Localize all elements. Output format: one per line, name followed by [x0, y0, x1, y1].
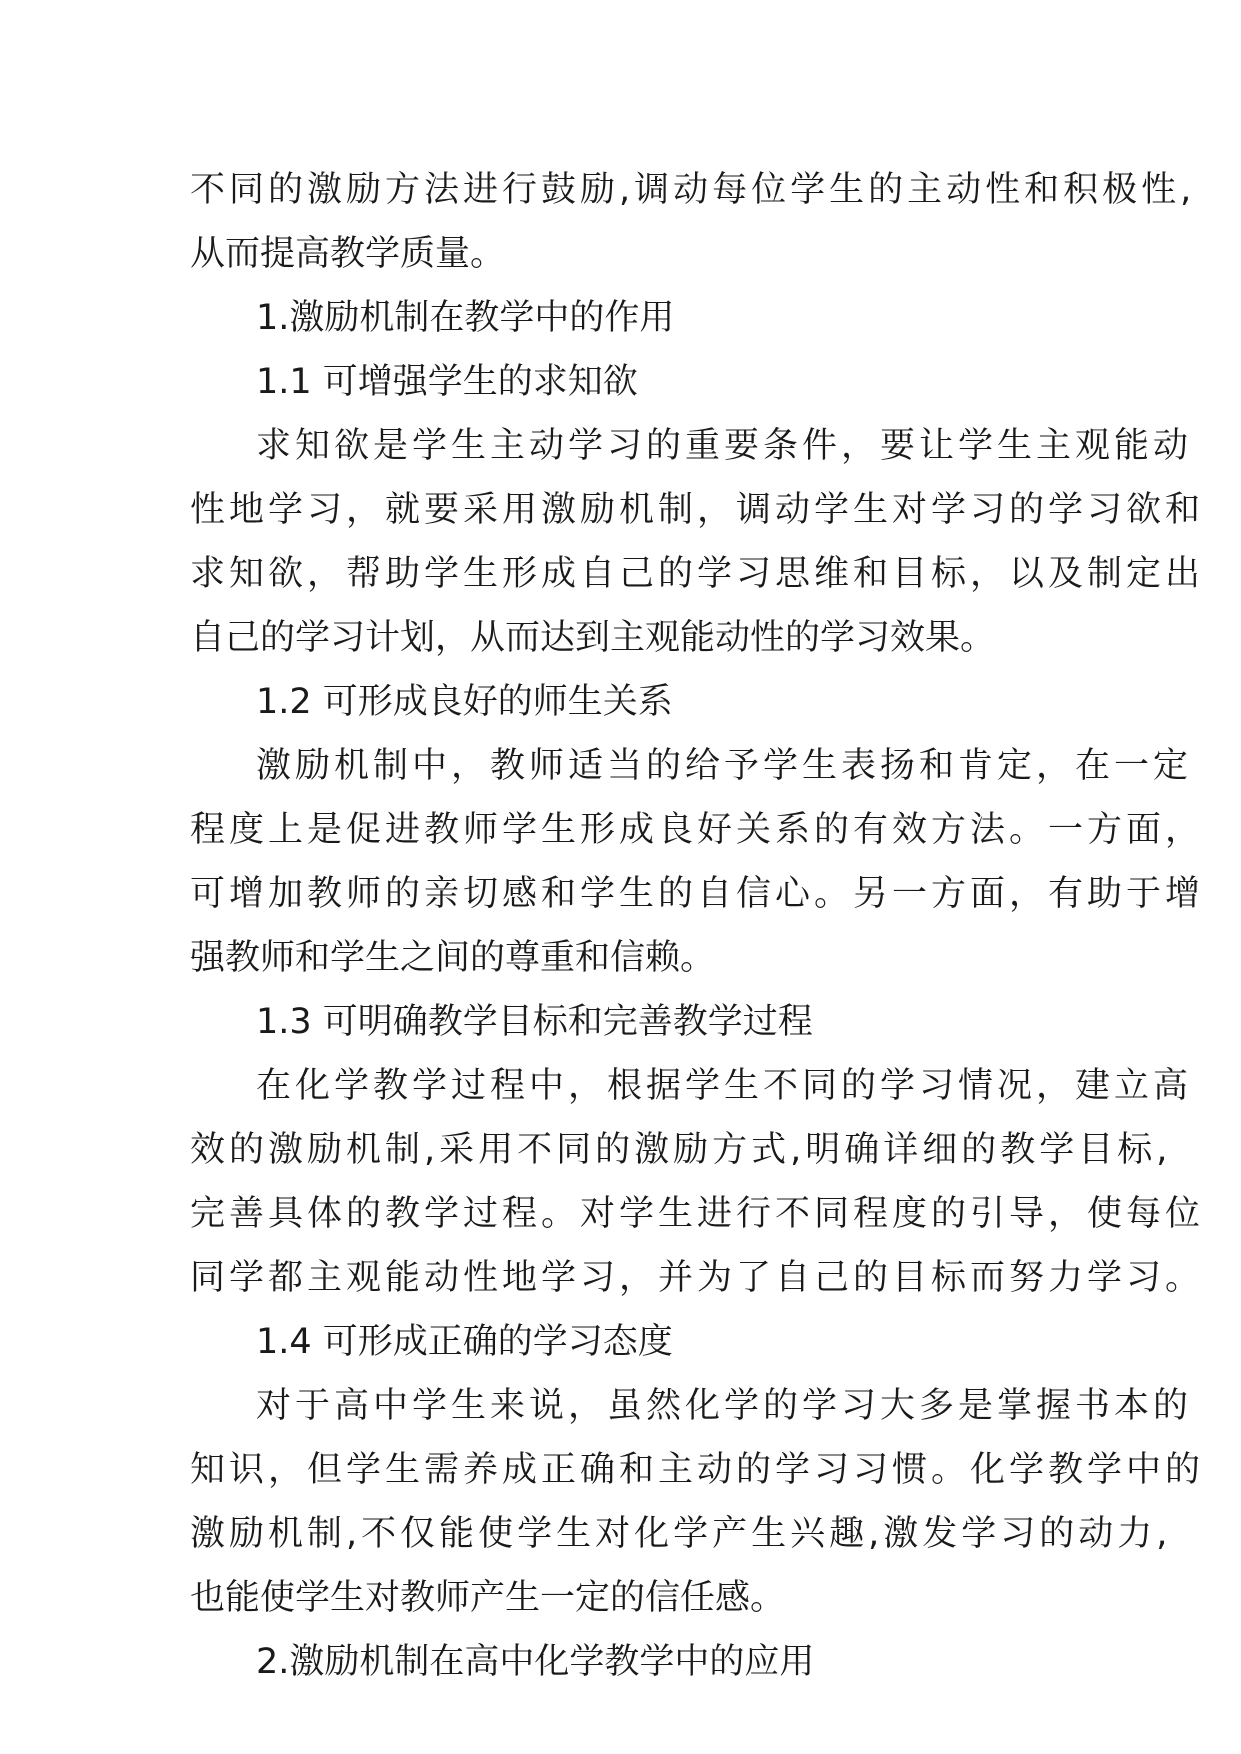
paragraph-line: 对于高中学生来说，虽然化学的学习大多是掌握书本的 — [256, 1386, 1193, 1426]
paragraph-line: 强教师和学生之间的尊重和信赖。 — [190, 938, 716, 978]
paragraph-line: 知识，但学生需养成正确和主动的学习习惯。化学教学中的 — [190, 1450, 1205, 1490]
paragraph-line: 求知欲，帮助学生形成自己的学习思维和目标，以及制定出 — [190, 554, 1205, 594]
subsection-heading: 1.4 可形成正确的学习态度 — [256, 1322, 673, 1362]
section-heading: 2.激励机制在高中化学教学中的应用 — [256, 1642, 815, 1682]
paragraph-line: 程度上是促进教师学生形成良好关系的有效方法。一方面， — [190, 810, 1205, 850]
paragraph-line: 求知欲是学生主动学习的重要条件，要让学生主观能动 — [256, 426, 1193, 466]
paragraph-line: 同学都主观能动性地学习，并为了自己的目标而努力学习。 — [190, 1258, 1205, 1298]
subsection-heading: 1.2 可形成良好的师生关系 — [256, 682, 673, 722]
paragraph-line: 效的激励机制,采用不同的激励方式,明确详细的教学目标, — [190, 1130, 1172, 1170]
paragraph-line: 激励机制中，教师适当的给予学生表扬和肯定，在一定 — [256, 746, 1193, 786]
paragraph-line: 从而提高教学质量。 — [190, 234, 506, 274]
paragraph-line: 性地学习，就要采用激励机制，调动学生对学习的学习欲和 — [190, 490, 1205, 530]
paragraph-line: 激励机制,不仅能使学生对化学产生兴趣,激发学习的动力, — [190, 1514, 1172, 1554]
section-heading: 1.激励机制在教学中的作用 — [256, 298, 675, 338]
paragraph-line: 也能使学生对教师产生一定的信任感。 — [190, 1578, 786, 1618]
document-body — [190, 158, 1205, 1694]
paragraph-line: 不同的激励方法进行鼓励,调动每位学生的主动性和积极性, — [190, 170, 1196, 210]
paragraph-line: 完善具体的教学过程。对学生进行不同程度的引导，使每位 — [190, 1194, 1205, 1234]
subsection-heading: 1.3 可明确教学目标和完善教学过程 — [256, 1002, 813, 1042]
paragraph-line: 自己的学习计划，从而达到主观能动性的学习效果。 — [190, 618, 996, 658]
paragraph-line: 在化学教学过程中，根据学生不同的学习情况，建立高 — [256, 1066, 1193, 1106]
paragraph-line: 可增加教师的亲切感和学生的自信心。另一方面，有助于增 — [190, 874, 1205, 914]
subsection-heading: 1.1 可增强学生的求知欲 — [256, 362, 638, 402]
